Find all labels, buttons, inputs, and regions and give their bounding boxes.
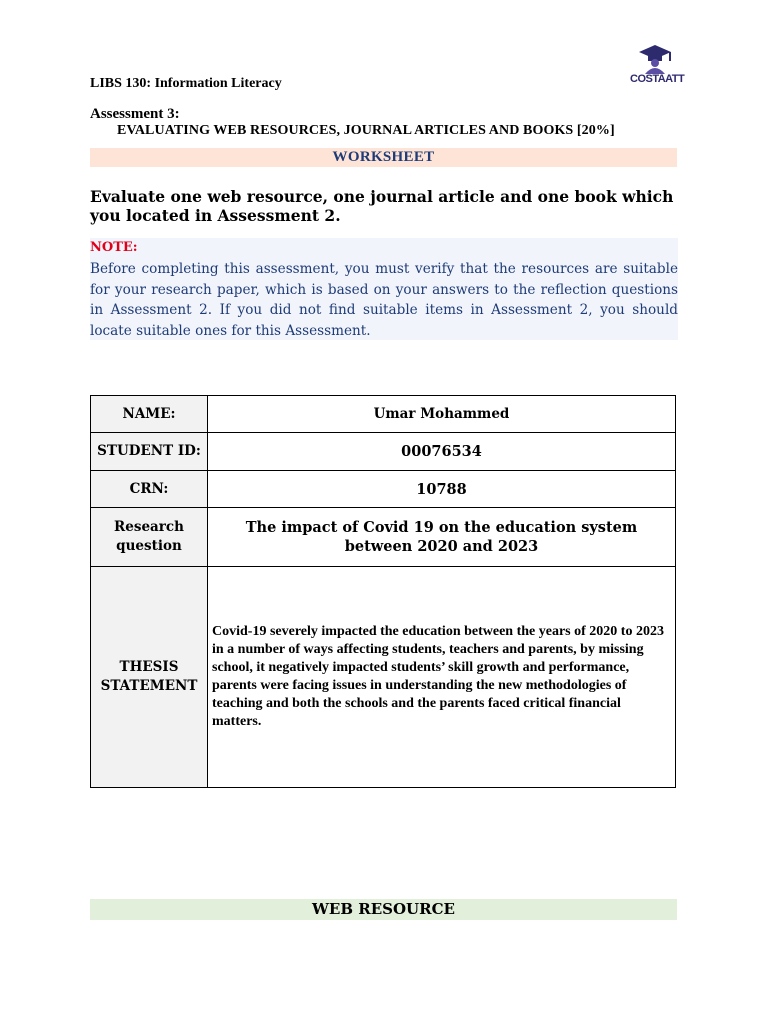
research-question-label: Research question xyxy=(91,508,208,567)
table-row xyxy=(91,508,676,567)
table-row xyxy=(91,433,676,471)
student-info-table xyxy=(90,395,676,788)
table-row xyxy=(91,471,676,508)
student-id-value: 00076534 xyxy=(208,433,676,471)
note-text: Before completing this assessment, you must verify that the resources are suitable for your research paper, which is based on your answers to the reflection questions in Assessment 2. If you did not find suitable items in Assessment 2, you should locate suitable ones for this Assessment. xyxy=(90,261,678,339)
table-row xyxy=(91,396,676,433)
costaatt-logo xyxy=(630,44,685,92)
name-value: Umar Mohammed xyxy=(208,396,676,433)
research-question-value: The impact of Covid 19 on the education system between 2020 and 2023 xyxy=(208,508,676,567)
note-label: NOTE: xyxy=(90,240,138,255)
logo-text: COSTAATT xyxy=(630,73,685,85)
instruction-text: Evaluate one web resource, one journal article and one book which you located in Assessment 2. xyxy=(90,187,674,225)
web-resource-heading: WEB RESOURCE xyxy=(90,899,677,920)
thesis-statement-label: THESIS STATEMENT xyxy=(91,567,208,788)
graduate-icon xyxy=(630,44,680,74)
name-label: NAME: xyxy=(91,396,208,433)
assessment-title: EVALUATING WEB RESOURCES, JOURNAL ARTICLES AND BOOKS [20%] xyxy=(117,123,615,138)
thesis-statement-value: Covid-19 severely impacted the education between the years of 2020 to 2023 in a number of ways affecting students, teachers and parents, by missing school, it negatively impacted students’ skill growth and performance, parents were facing issues in understanding the new methodologies of teaching and both the schools and the parents faced critical financial matters. xyxy=(208,567,676,788)
crn-value: 10788 xyxy=(208,471,676,508)
student-id-label: STUDENT ID: xyxy=(91,433,208,471)
crn-label: CRN: xyxy=(91,471,208,508)
worksheet-heading: WORKSHEET xyxy=(90,148,677,167)
course-title: LIBS 130: Information Literacy xyxy=(90,76,282,91)
table-row xyxy=(91,567,676,788)
assessment-label: Assessment 3: xyxy=(90,106,180,122)
